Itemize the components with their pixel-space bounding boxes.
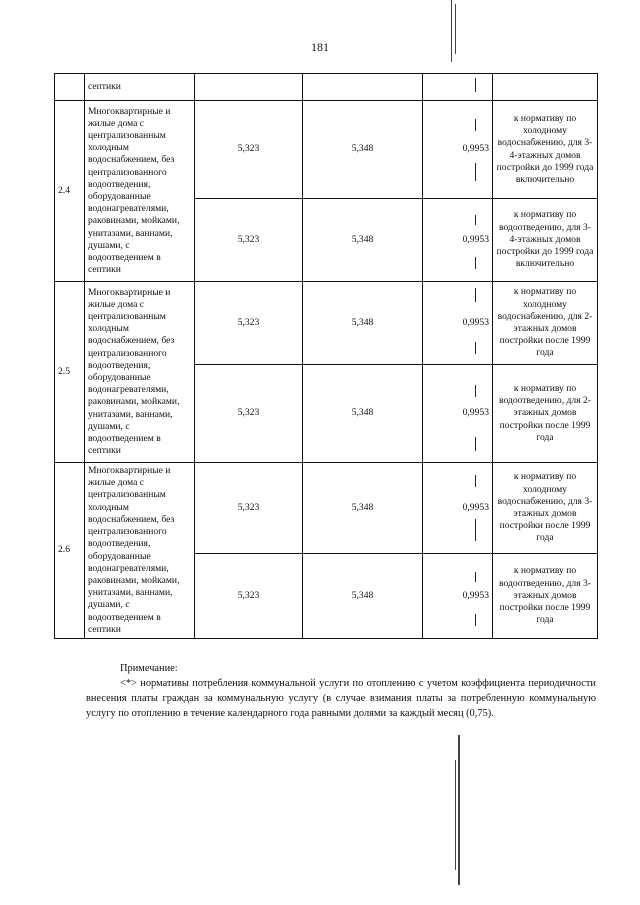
table-row [55, 101, 598, 199]
cell-value-2: 5,348 [303, 554, 423, 639]
cell-value-1: 5,323 [195, 463, 303, 554]
cell-value-1: 5,323 [195, 199, 303, 282]
scan-artifact [455, 760, 456, 870]
cell-note: к нормативу по холодному водоснабжению, для 2-этажных домов постройки после 1999 года [493, 282, 598, 365]
cell-note: к нормативу по водоотведению, для 3-4-этажных домов постройки до 1999 года включительно [493, 199, 598, 282]
table-row [55, 282, 598, 365]
cell-note: к нормативу по холодному водоснабжению, для 3-4-этажных домов постройки до 1999 года включительно [493, 101, 598, 199]
cell-description: Многоквартирные и жилые дома с централизованным холодным водоснабжением, без централизованного водоотведения, оборудованные водонагревателями, раковинами, мойками, унитазами, ваннами, душами, с водоотведением в септики [85, 282, 195, 463]
cell-description: Многоквартирные и жилые дома с централизованным холодным водоснабжением, без централизованного водоотведения, оборудованные водонагревателями, раковинами, мойками, унитазами, ваннами, душами, с водоотведением в септики [85, 101, 195, 282]
cell-number: 2.4 [55, 101, 85, 282]
cell-number [55, 74, 85, 101]
cell-coefficient: 0,9953 [423, 199, 493, 282]
cell-value-1: 5,323 [195, 365, 303, 463]
footnote [86, 661, 596, 721]
page-number: 181 [311, 40, 329, 54]
footnote-title: Примечание: [120, 663, 178, 674]
cell-number: 2.5 [55, 282, 85, 463]
cell-value-2: 5,348 [303, 101, 423, 199]
cell-coefficient: 0,9953 [423, 463, 493, 554]
cell-coefficient: 0,9953 [423, 554, 493, 639]
cell-value-2: 5,348 [303, 199, 423, 282]
cell-value-2: 5,348 [303, 463, 423, 554]
cell-description: септики [85, 74, 195, 101]
footnote-text: <*> нормативы потребления коммунальной услуги по отоплению с учетом коэффициента периодичности внесения платы граждан за коммунальную услугу (в случае взимания платы за потребленную коммунальную услугу по отоплению в течение календарного года равными долями за каждый месяц (0,75). [86, 678, 596, 719]
cell-note: к нормативу по холодному водоснабжению, для 3-этажных домов постройки после 1999 года [493, 463, 598, 554]
table-row-continued [55, 74, 598, 101]
cell-note: к нормативу по водоотведению, для 2-этажных домов постройки после 1999 года [493, 365, 598, 463]
cell-coefficient: 0,9953 [423, 282, 493, 365]
cell-note: к нормативу по водоотведению, для 3-этажных домов постройки после 1999 года [493, 554, 598, 639]
scan-artifact [455, 4, 456, 54]
cell-value-1: 5,323 [195, 101, 303, 199]
scan-artifact [458, 735, 460, 885]
norms-table [54, 73, 598, 639]
cell-value-1: 5,323 [195, 554, 303, 639]
scan-artifact [451, 0, 452, 62]
cell-coefficient: 0,9953 [423, 365, 493, 463]
cell-coefficient: 0,9953 [423, 101, 493, 199]
cell-description: Многоквартирные и жилые дома с централизованным холодным водоснабжением, без централизованного водоотведения, оборудованные водонагревателями, раковинами, мойками, унитазами, ваннами, душами, с водоотведением в септики [85, 463, 195, 639]
cell-value-2: 5,348 [303, 365, 423, 463]
cell-value-2: 5,348 [303, 282, 423, 365]
cell-value-1: 5,323 [195, 282, 303, 365]
table-row [55, 463, 598, 554]
cell-number: 2.6 [55, 463, 85, 639]
